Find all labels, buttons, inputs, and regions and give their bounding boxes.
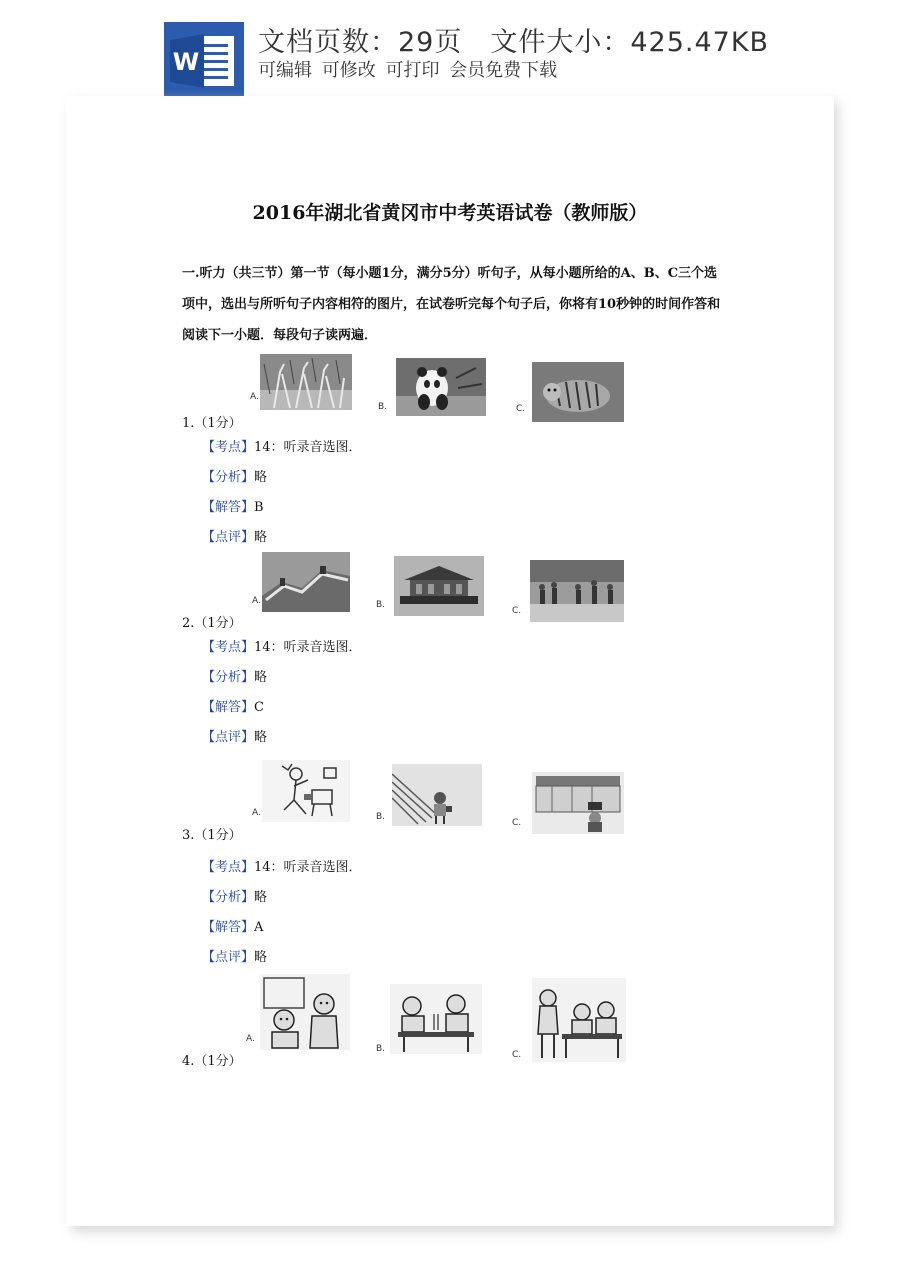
option-letter-c: C.	[512, 1050, 522, 1060]
q2-dianping	[202, 726, 267, 745]
q1-dianping	[202, 526, 267, 545]
question-3-label: 3.（1分）	[182, 828, 242, 843]
option-letter-b: B.	[378, 402, 388, 412]
option-letter-a: A.	[250, 392, 259, 402]
dianping-tag: 【点评】	[202, 530, 255, 545]
jieda-tag: 【解答】	[202, 700, 255, 715]
fenxi-tag: 【分析】	[202, 670, 255, 685]
jieda-tag: 【解答】	[202, 920, 255, 935]
option-letter-a: A.	[252, 596, 261, 606]
jieda-text: B	[254, 500, 264, 515]
q2-option-a-picture	[262, 552, 350, 612]
q3-fenxi	[202, 886, 267, 905]
fenxi-tag: 【分析】	[202, 890, 255, 905]
section-instructions: 一.听力（共三节）第一节（每小题1分，满分5分）听句子，从每小题所给的A、B、C三个选项中，选出与所听句子内容相符的图片，在试卷听完每个句子后，你将有10秒钟的时间作答和阅读下一小题．每段句子读两遍．	[182, 266, 721, 343]
q1-fenxi	[202, 466, 267, 485]
dianping-text: 略	[254, 530, 268, 545]
option-letter-c: C.	[512, 606, 522, 616]
svg-text:W: W	[172, 48, 200, 76]
file-info	[258, 20, 769, 59]
q2-option-b-picture	[394, 556, 484, 616]
option-letter-c: C.	[512, 818, 522, 828]
jieda-text: A	[254, 920, 264, 935]
dianping-tag: 【点评】	[202, 730, 255, 745]
option-letter-a: A.	[252, 808, 261, 818]
q3-jieda	[202, 916, 263, 935]
q3-option-b-picture	[392, 764, 482, 826]
fenxi-tag: 【分析】	[202, 470, 255, 485]
q3-dianping	[202, 946, 267, 965]
jieda-tag: 【解答】	[202, 500, 255, 515]
word-document-icon	[164, 22, 244, 96]
kaodian-text: 14：听录音选图．	[254, 640, 362, 655]
q1-option-a-picture	[260, 354, 352, 410]
option-letter-a: A.	[246, 1034, 255, 1044]
download-header	[0, 0, 900, 96]
q2-fenxi	[202, 666, 267, 685]
document-title: 2016年湖北省黄冈市中考英语试卷（教师版）	[252, 202, 648, 224]
fenxi-text: 略	[254, 670, 268, 685]
jieda-text: C	[254, 700, 264, 715]
kaodian-text: 14：听录音选图．	[254, 860, 362, 875]
fenxi-text: 略	[254, 470, 268, 485]
q3-kaodian	[202, 856, 362, 875]
q3-option-a-picture	[262, 760, 350, 822]
kaodian-tag: 【考点】	[202, 440, 255, 455]
q1-option-b-picture	[396, 358, 486, 416]
q3-option-c-picture	[532, 772, 624, 834]
kaodian-tag: 【考点】	[202, 860, 255, 875]
question-2-label: 2.（1分）	[182, 616, 242, 631]
file-size: 文件大小：425.47KB	[490, 27, 770, 58]
q2-kaodian	[202, 636, 362, 655]
kaodian-tag: 【考点】	[202, 640, 255, 655]
question-4-label: 4.（1分）	[182, 1054, 242, 1069]
option-letter-b: B.	[376, 1044, 386, 1054]
q1-kaodian	[202, 436, 362, 455]
q4-option-c-picture	[532, 978, 626, 1062]
q1-option-c-picture	[532, 362, 624, 422]
document-page	[66, 96, 834, 1226]
fenxi-text: 略	[254, 890, 268, 905]
option-letter-b: B.	[376, 812, 386, 822]
q2-option-c-picture	[530, 560, 624, 622]
q4-option-b-picture	[390, 984, 482, 1054]
kaodian-text: 14：听录音选图．	[254, 440, 362, 455]
option-letter-c: C.	[516, 404, 526, 414]
feature-list: 可编辑 可修改 可打印 会员免费下载	[258, 60, 558, 81]
q1-jieda	[202, 496, 264, 515]
q2-jieda	[202, 696, 264, 715]
dianping-text: 略	[254, 950, 268, 965]
dianping-tag: 【点评】	[202, 950, 255, 965]
question-1-label: 1.（1分）	[182, 416, 242, 431]
dianping-text: 略	[254, 730, 268, 745]
q4-option-a-picture	[260, 974, 350, 1050]
page-count: 文档页数：29页	[258, 27, 463, 58]
option-letter-b: B.	[376, 600, 386, 610]
